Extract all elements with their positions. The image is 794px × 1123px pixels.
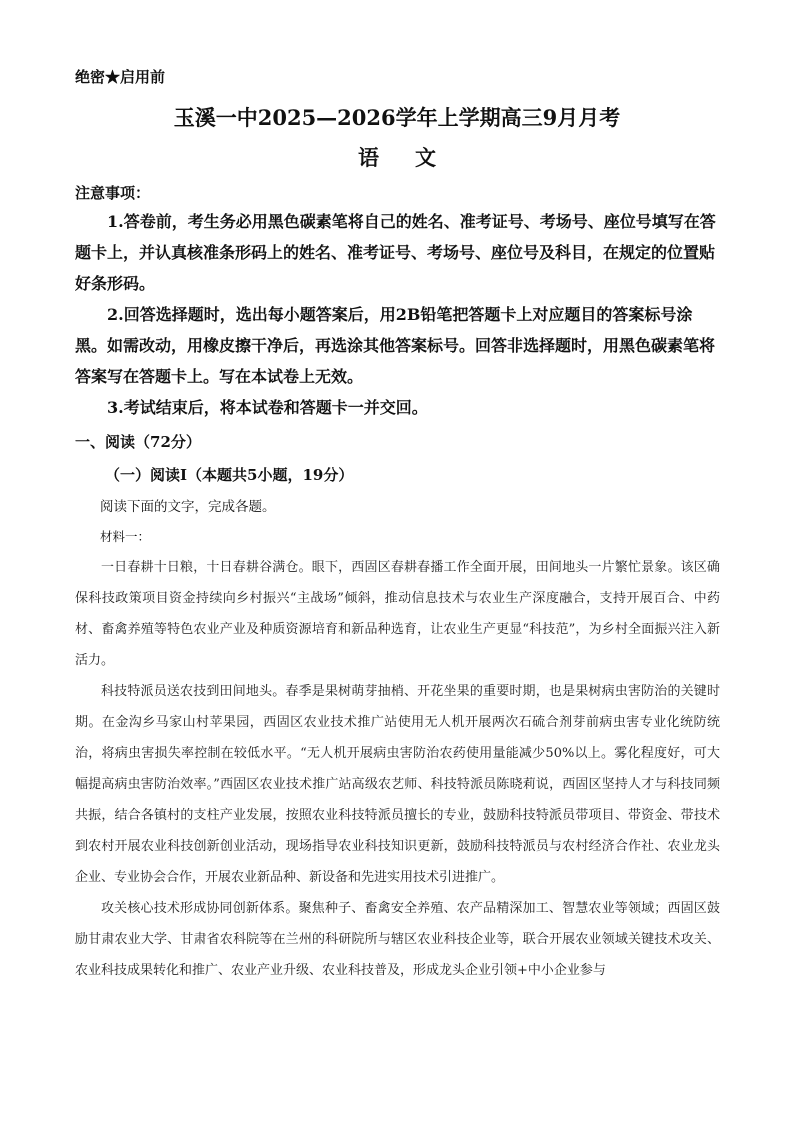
notice-list bbox=[75, 206, 720, 423]
section-subtitle: （一）阅读Ⅰ（本题共5小题，19分） bbox=[105, 466, 354, 484]
material-label: 材料一： bbox=[100, 529, 151, 544]
notice-item: 3.考试结束后，将本试卷和答题卡一并交回。 bbox=[107, 398, 428, 417]
material-paragraph: 一日春耕十日粮，十日春耕谷满仓。眼下，西固区春耕春播工作全面开展，田间地头一片繁忙景象。该区确保科技政策项目资金持续向乡村振兴“主战场”倾斜，推动信息技术与农业生产深度融合，支持开展百合、中药材、畜禽养殖等特色农业产业及种质资源培育和新品种选育，让农业生产更显“科技范”，为乡村全面振兴注入新活力。 bbox=[75, 560, 720, 668]
notice-item: 2.回答选择题时，选出每小题答案后，用2B铅笔把答题卡上对应题目的答案标号涂黑。如需改动，用橡皮擦干净后，再选涂其他答案标号。回答非选择题时，用黑色碳素笔将答案写在答题卡上。写在本试卷上无效。 bbox=[75, 305, 716, 386]
instruction-text: 阅读下面的文字，完成各题。 bbox=[100, 499, 276, 515]
material-paragraph: 科技特派员送农技到田间地头。春季是果树萌芽抽梢、开花坐果的重要时期，也是果树病虫害防治的关键时期。在金沟乡马家山村苹果园，西固区农业技术推广站使用无人机开展两次石硫合剂芽前病虫害专业化统防统治，将病虫害损失率控制在较低水平。“无人机开展病虫害防治农药使用量能减少50%以上。雾化程度好，可大幅提高病虫害防治效率。”西固区农业技术推广站高级农艺师、科技特派员陈晓莉说，西固区坚持人才与科技同频共振，结合各镇村的支柱产业发展，按照农业科技特派员擅长的专业，鼓励科技特派员带项目、带资金、带技术到农村开展农业科技创新创业活动，现场指导农业科技知识更新，鼓励科技特派员与农村经济合作社、农业龙头企业、专业协会合作，开展农业新品种、新设备和先进实用技术引进推广。 bbox=[75, 684, 720, 885]
exam-title: 玉溪一中2025—2026学年上学期高三9月月考 bbox=[173, 105, 621, 130]
notice-heading: 注意事项： bbox=[75, 184, 151, 202]
subject-title: 语文 bbox=[358, 145, 472, 170]
section-title: 一、阅读（72分） bbox=[75, 433, 201, 451]
material-text bbox=[75, 552, 720, 986]
material-paragraph: 攻关核心技术形成协同创新体系。聚焦种子、畜禽安全养殖、农产品精深加工、智慧农业等领域；西固区鼓励甘肃农业大学、甘肃省农科院等在兰州的科研院所与辖区农业科技企业等，联合开展农业领域关键技术攻关、农业科技成果转化和推广、农业产业升级、农业科技普及，形成龙头企业引领+中小企业参与 bbox=[75, 901, 720, 978]
confidential-mark: 绝密★启用前 bbox=[75, 68, 166, 86]
notice-item: 1.答卷前，考生务必用黑色碳素笔将自己的姓名、准考证号、考场号、座位号填写在答题卡上，并认真核准条形码上的姓名、准考证号、考场号、座位号及科目，在规定的位置贴好条形码。 bbox=[75, 212, 716, 293]
